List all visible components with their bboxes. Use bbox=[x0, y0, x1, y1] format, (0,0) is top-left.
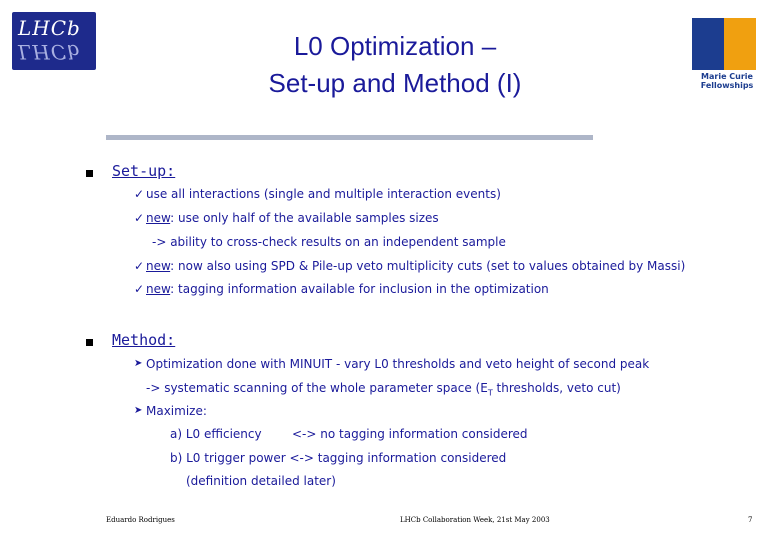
setup-item bbox=[146, 187, 501, 201]
marie-curie-logo bbox=[676, 6, 778, 90]
setup-item bbox=[146, 259, 685, 273]
method-heading: Method: bbox=[112, 331, 176, 349]
marie-curie-emblem-orange bbox=[724, 12, 756, 70]
method-note bbox=[146, 381, 621, 397]
footer-event: LHCb Collaboration Week, 21st May 2003 bbox=[400, 516, 550, 524]
setup-item-text: : now also using SPD & Pile-up veto multiplicity cuts (set to values obtained by Massi) bbox=[170, 259, 686, 273]
setup-heading: Set-up: bbox=[112, 162, 176, 180]
arrow-bullet-icon: ➤ bbox=[134, 358, 143, 369]
check-icon: ✓ bbox=[134, 259, 145, 273]
check-icon: ✓ bbox=[134, 211, 145, 225]
setup-note: -> ability to cross-check results on an independent sample bbox=[152, 235, 506, 249]
method-note-pre: -> systematic scanning of the whole parameter space (E bbox=[146, 381, 488, 395]
marie-curie-caption: Marie Curie Fellowships bbox=[700, 72, 754, 90]
footer-author: Eduardo Rodrigues bbox=[106, 516, 175, 524]
maximize-b-text: b) L0 trigger power <-> tagging information considered bbox=[170, 451, 507, 465]
method-note-post: thresholds, veto cut) bbox=[492, 381, 621, 395]
maximize-a-text: <-> no tagging information considered bbox=[292, 427, 528, 441]
lhcb-logo-reflection: LHCb bbox=[18, 40, 81, 64]
bullet-square bbox=[86, 170, 93, 177]
setup-item-text: : tagging information available for inclusion in the optimization bbox=[170, 282, 549, 296]
maximize-b-note: (definition detailed later) bbox=[186, 474, 336, 488]
new-label: new bbox=[146, 259, 171, 273]
method-item: Optimization done with MINUIT - vary L0 thresholds and veto height of second peak bbox=[146, 357, 650, 371]
check-icon: ✓ bbox=[134, 187, 145, 201]
bullet-square bbox=[86, 339, 93, 346]
new-label: new bbox=[146, 282, 171, 296]
lhcb-logo bbox=[12, 12, 96, 70]
new-label: new bbox=[146, 211, 171, 225]
setup-item bbox=[146, 282, 549, 296]
slide-title-line1: L0 Optimization – bbox=[293, 31, 497, 61]
check-icon: ✓ bbox=[134, 282, 145, 296]
method-note-sub: T bbox=[487, 388, 493, 398]
method-item: Maximize: bbox=[146, 404, 207, 418]
setup-item-text: : use only half of the available samples sizes bbox=[170, 211, 439, 225]
maximize-a-label: a) L0 efficiency bbox=[170, 427, 262, 441]
arrow-bullet-icon: ➤ bbox=[134, 405, 143, 416]
marie-curie-emblem-band bbox=[692, 6, 756, 18]
title-divider bbox=[106, 135, 593, 140]
slide-title-line2: Set-up and Method (I) bbox=[268, 68, 522, 98]
lhcb-logo-text: LHCb bbox=[18, 16, 81, 40]
setup-item-text: use all interactions (single and multiple interaction events) bbox=[146, 187, 501, 201]
footer-page-number: 7 bbox=[748, 516, 753, 524]
setup-item bbox=[146, 211, 439, 225]
slide-title bbox=[150, 28, 640, 102]
